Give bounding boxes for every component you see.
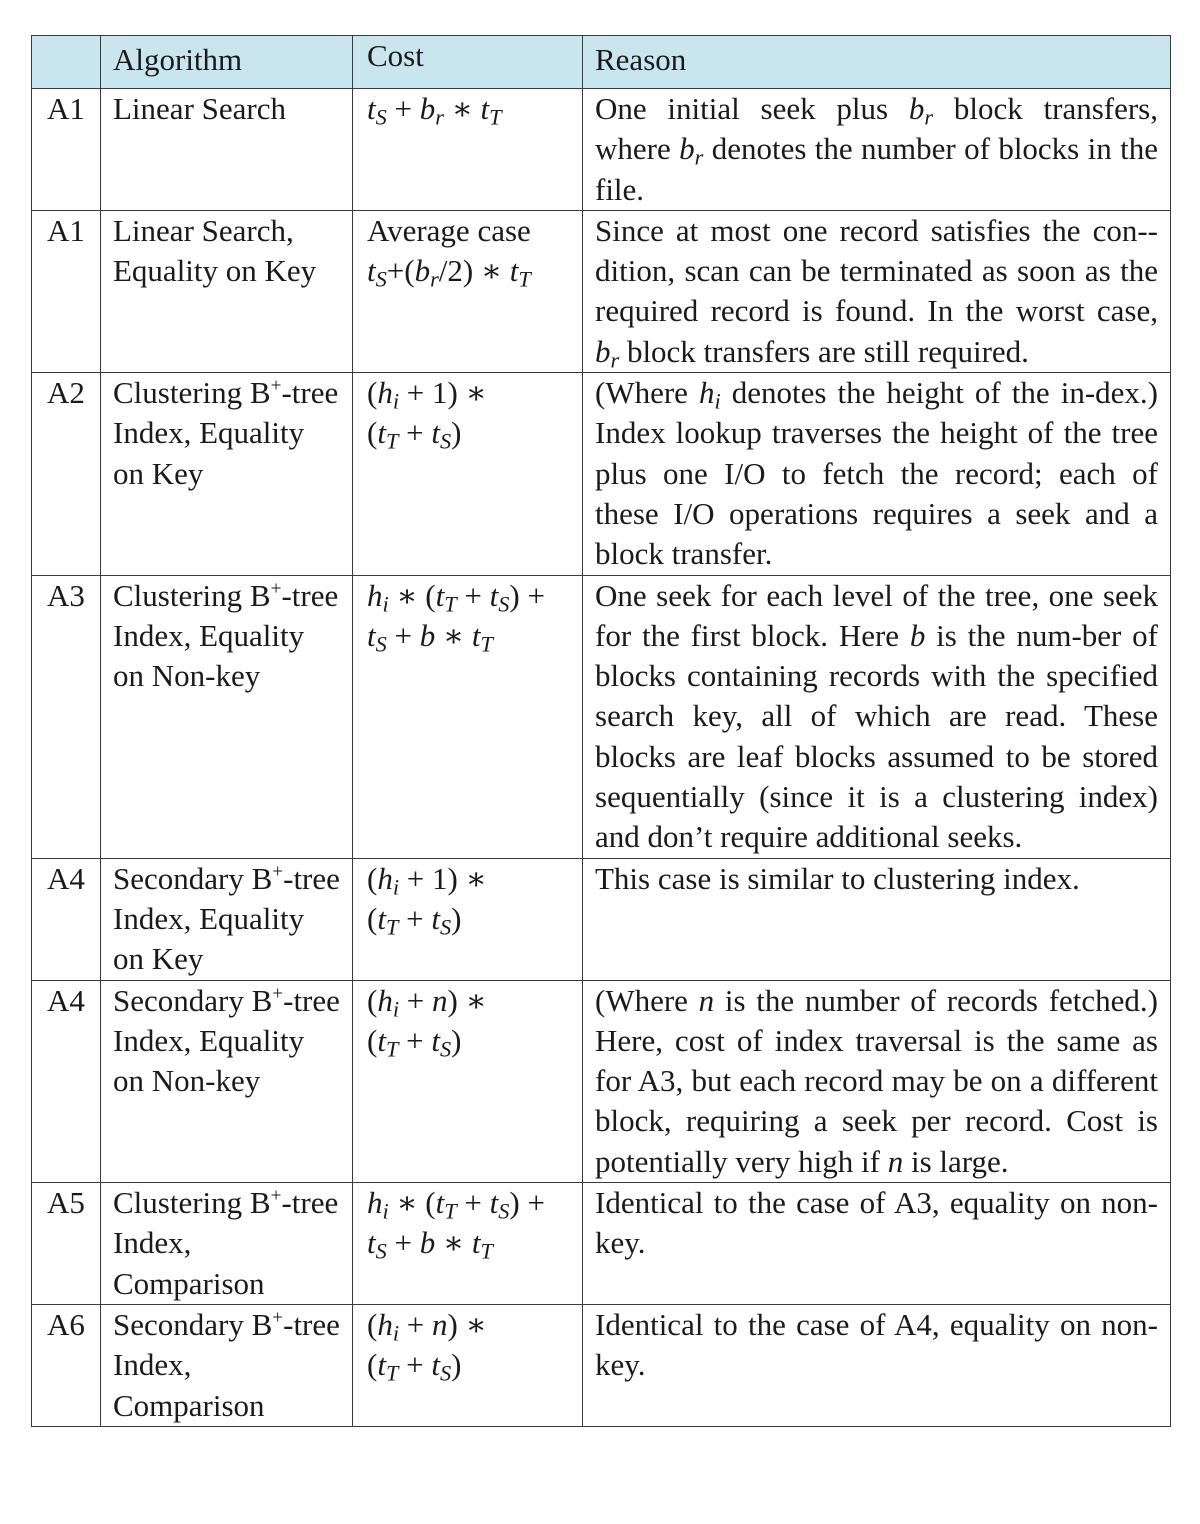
header-reason: Reason [583,36,1171,89]
cell-algorithm-id: A2 [32,373,101,575]
cell-reason: Identical to the case of A4, equality on non-key. [583,1304,1171,1426]
table-row [32,373,1171,575]
cell-cost: $h_i$ ∗ $(t_T + t_S)$ + $t_S + b$ ∗ $t_T$ [353,575,583,858]
cell-algorithm: Secondary B+-tree Index, Comparison [101,1304,353,1426]
header-cost: Cost [353,36,583,89]
table-row [32,575,1171,858]
cell-reason: (Where $h_i$ denotes the height of the in-dex.) Index lookup traverses the height of the tree plus one I/O to fetch the record; each of these I/O operations requires a seek and a block transfer. [583,373,1171,575]
cell-reason: Identical to the case of A3, equality on non-key. [583,1183,1171,1305]
header-id [32,36,101,89]
cell-algorithm-id: A5 [32,1183,101,1305]
table-row [32,1183,1171,1305]
table-row [32,980,1171,1182]
cell-cost: $(h_i + 1)$ ∗ $(t_T + t_S)$ [353,858,583,980]
cell-cost: $t_S + b_r$ ∗ $t_T$ [353,89,583,211]
cell-algorithm-id: A6 [32,1304,101,1426]
cell-reason: One initial seek plus $b_r$ block transfers, where $b_r$ denotes the number of blocks in the file. [583,89,1171,211]
cell-cost: $(h_i + n)$ ∗ $(t_T + t_S)$ [353,1304,583,1426]
cell-cost: $(h_i + n)$ ∗ $(t_T + t_S)$ [353,980,583,1182]
selection-cost-table [31,35,1171,1427]
table-row [32,89,1171,211]
table-body [32,89,1171,1427]
cell-algorithm-id: A1 [32,210,101,372]
cell-algorithm: Clustering B+-tree Index, Equality on Non-key [101,575,353,858]
cell-algorithm: Linear Search [101,89,353,211]
cell-algorithm: Secondary B+-tree Index, Equality on Non-key [101,980,353,1182]
header-row [32,36,1171,89]
header-algorithm: Algorithm [101,36,353,89]
cell-cost: $h_i$ ∗ $(t_T + t_S)$ + $t_S + b$ ∗ $t_T$ [353,1183,583,1305]
cell-algorithm-id: A3 [32,575,101,858]
cell-algorithm: Linear Search, Equality on Key [101,210,353,372]
cell-reason: Since at most one record satisfies the con-dition, scan can be terminated as soon as the required record is found. In the worst case, $b_r$ block transfers are still required. [583,210,1171,372]
cell-reason: One seek for each level of the tree, one seek for the first block. Here b is the num-ber of blocks containing records with the specified search key, all of which are read. These blocks are leaf blocks assumed to be stored sequentially (since it is a clustering index) and don’t require additional seeks. [583,575,1171,858]
cell-algorithm-id: A4 [32,858,101,980]
table-row [32,210,1171,372]
cell-algorithm-id: A1 [32,89,101,211]
table-row [32,858,1171,980]
cell-cost: $(h_i + 1)$ ∗ $(t_T + t_S)$ [353,373,583,575]
cell-algorithm: Secondary B+-tree Index, Equality on Key [101,858,353,980]
cell-reason: This case is similar to clustering index. [583,858,1171,980]
cell-algorithm-id: A4 [32,980,101,1182]
table-row [32,1304,1171,1426]
cell-algorithm: Clustering B+-tree Index, Equality on Key [101,373,353,575]
cell-reason: (Where n is the number of records fetched.) Here, cost of index traversal is the same as for A3, but each record may be on a different block, requiring a seek per record. Cost is potentially very high if n is large. [583,980,1171,1182]
table-header [32,36,1171,89]
cell-algorithm: Clustering B+-tree Index, Comparison [101,1183,353,1305]
cell-cost: Average case $t_S+(b_r/2)$ ∗ $t_T$ [353,210,583,372]
